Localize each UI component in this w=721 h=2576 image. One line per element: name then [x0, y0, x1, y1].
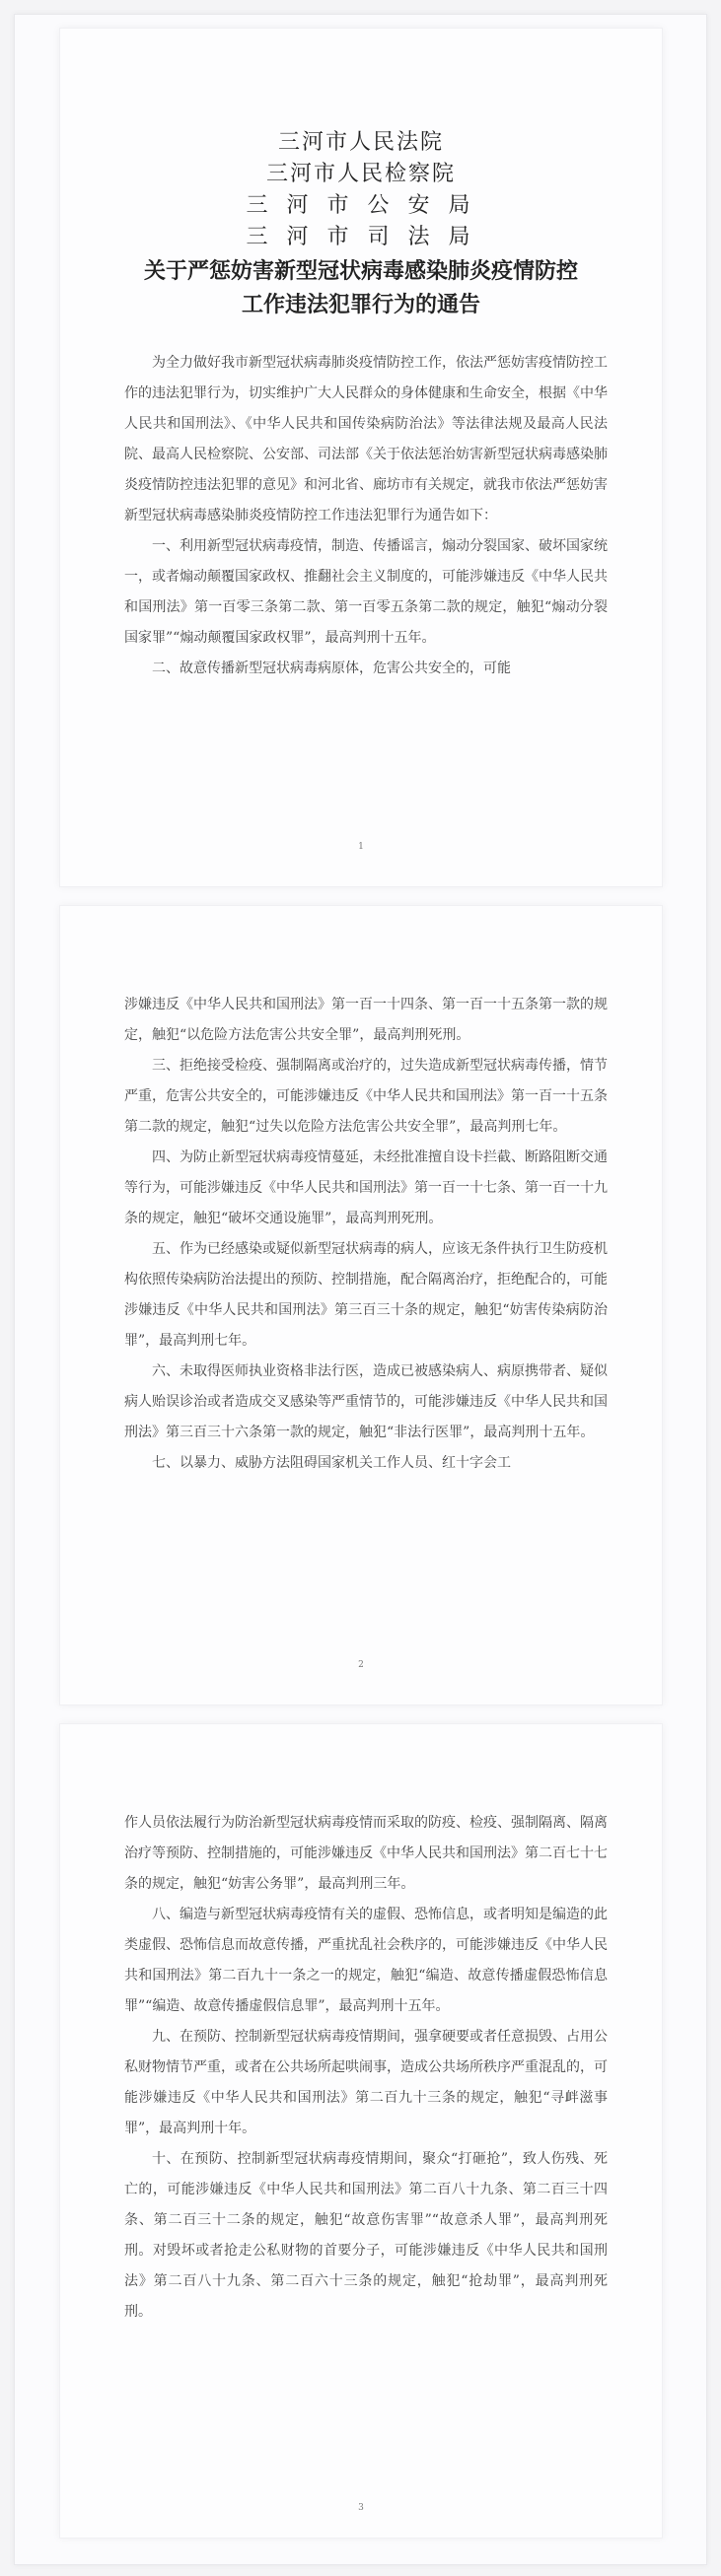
- paragraph: 三、拒绝接受检疫、强制隔离或治疗的，过失造成新型冠状病毒传播，情节严重，危害公共安全的，可能涉嫌违反《中华人民共和国刑法》第一百一十五条第二款的规定，触犯“过失以危险方法危害公共安全罪”，最高判刑七年。: [124, 1058, 608, 1135]
- document-page-3: [59, 1723, 663, 2539]
- page-body: [60, 348, 662, 684]
- paragraph: 六、未取得医师执业资格非法行医，造成已被感染病人、病原携带者、疑似病人贻误诊治或者造成交叉感染等严重情节的，可能涉嫌违反《中华人民共和国刑法》第三百三十六条第一款的规定，触犯“非法行医罪”，最高判刑十五年。: [124, 1363, 608, 1440]
- document-page-2: [59, 905, 663, 1706]
- paragraph: 为全力做好我市新型冠状病毒肺炎疫情防控工作，依法严惩妨害疫情防控工作的违法犯罪行为，切实维护广大人民群众的身体健康和生命安全，根据《中华人民共和国刑法》、《中华人民共和国传染病防治法》等法律法规及最高人民法院、最高人民检察院、公安部、司法部《关于依法惩治妨害新型冠状病毒感染肺炎疫情防控违法犯罪的意见》和河北省、廊坊市有关规定，就我市依法严惩妨害新型冠状病毒感染肺炎疫情防控工作违法犯罪行为通告如下：: [124, 355, 608, 523]
- page-number: 1: [358, 842, 364, 852]
- page-number: 3: [358, 2503, 364, 2513]
- paragraph: 五、作为已经感染或疑似新型冠状病毒的病人，应该无条件执行卫生防疫机构依照传染病防治法提出的预防、控制措施，配合隔离治疗，拒绝配合的，可能涉嫌违反《中华人民共和国刑法》第三百三十条的规定，触犯“妨害传染病防治罪”，最高判刑七年。: [124, 1241, 608, 1349]
- org-name: 三 河 市 司 法 局: [246, 225, 476, 249]
- notice-title-line-2: 工作违法犯罪行为的通告: [241, 292, 480, 317]
- title-block: [60, 29, 662, 320]
- paragraph: 一、利用新型冠状病毒疫情，制造、传播谣言，煽动分裂国家、破坏国家统一，或者煽动颠覆国家政权、推翻社会主义制度的，可能涉嫌违反《中华人民共和国刑法》第一百零三条第二款、第一百零五条第二款的规定，触犯“煽动分裂国家罪”“煽动颠覆国家政权罪”，最高判刑十五年。: [124, 538, 608, 646]
- org-name: 三 河 市 公 安 局: [246, 193, 476, 218]
- page-number: 2: [358, 1660, 364, 1670]
- paragraph: 八、编造与新型冠状病毒疫情有关的虚假、恐怖信息，或者明知是编造的此类虚假、恐怖信息而故意传播，严重扰乱社会秩序的，可能涉嫌违反《中华人民共和国刑法》第二百九十一条之一的规定，触犯“编造、故意传播虚假恐怖信息罪”“编造、故意传播虚假信息罪”，最高判刑十五年。: [124, 1907, 608, 2014]
- paragraph: 十、在预防、控制新型冠状病毒疫情期间，聚众“打砸抢”，致人伤残、死亡的，可能涉嫌违反《中华人民共和国刑法》第二百八十九条、第二百三十四条、第二百三十二条的规定，触犯“故意伤害罪”“故意杀人罪”，最高判刑死刑。对毁坏或者抢走公私财物的首要分子，可能涉嫌违反《中华人民共和国刑法》第二百八十九条、第二百六十三条的规定，触犯“抢劫罪”，最高判刑死刑。: [124, 2151, 608, 2320]
- paragraph-continuation: 作人员依法履行为防治新型冠状病毒疫情而采取的防疫、检疫、强制隔离、隔离治疗等预防、控制措施的，可能涉嫌违反《中华人民共和国刑法》第二百七十七条的规定，触犯“妨害公务罪”，最高判刑三年。: [124, 1815, 608, 1892]
- paragraph: 七、以暴力、威胁方法阻碍国家机关工作人员、红十字会工: [152, 1455, 511, 1471]
- paragraph: 二、故意传播新型冠状病毒病原体，危害公共安全的，可能: [152, 661, 511, 676]
- org-name: 三河市人民检察院: [265, 162, 456, 186]
- page-body: [60, 1724, 662, 2328]
- org-name: 三河市人民法院: [277, 130, 444, 155]
- paragraph-continuation: 涉嫌违反《中华人民共和国刑法》第一百一十四条、第一百一十五条第一款的规定，触犯“以危险方法危害公共安全罪”，最高判刑死刑。: [124, 997, 608, 1043]
- notice-title-line-1: 关于严惩妨害新型冠状病毒感染肺炎疫情防控: [143, 258, 578, 284]
- page-body: [60, 906, 662, 1479]
- paragraph: 九、在预防、控制新型冠状病毒疫情期间，强拿硬要或者任意损毁、占用公私财物情节严重，或者在公共场所起哄闹事，造成公共场所秩序严重混乱的，可能涉嫌违反《中华人民共和国刑法》第二百九十三条的规定，触犯“寻衅滋事罪”，最高判刑十年。: [124, 2029, 608, 2136]
- paragraph: 四、为防止新型冠状病毒疫情蔓延，未经批准擅自设卡拦截、断路阻断交通等行为，可能涉嫌违反《中华人民共和国刑法》第一百一十七条、第一百一十九条的规定，触犯“破坏交通设施罪”，最高判刑死刑。: [124, 1149, 608, 1226]
- document-page-1: [59, 28, 663, 887]
